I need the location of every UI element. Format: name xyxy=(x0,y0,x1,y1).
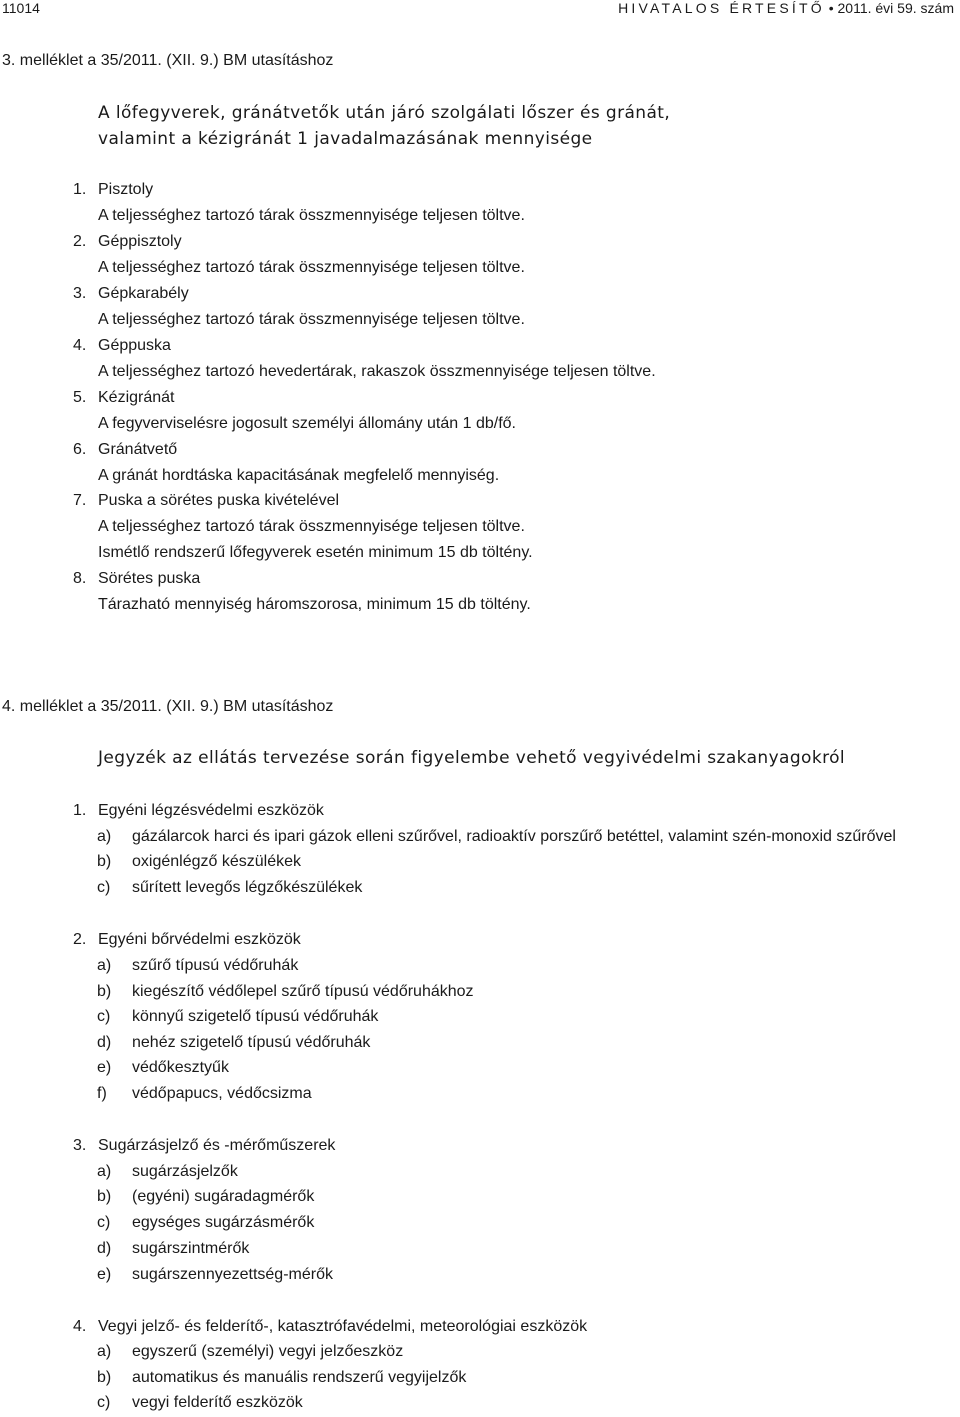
list-item: védőkesztyűk xyxy=(132,1059,229,1076)
item-description: A teljességhez tartozó tárak összmennyisége teljesen töltve. xyxy=(98,207,525,224)
list-letter: a) xyxy=(97,957,112,974)
list-letter: f) xyxy=(97,1085,107,1102)
item-description: A teljességhez tartozó tárak összmennyisége teljesen töltve. xyxy=(98,311,525,328)
item-number: 3. xyxy=(73,285,87,302)
list-letter: b) xyxy=(97,853,112,870)
item-name: Kézigránát xyxy=(98,389,175,406)
item-name: Sörétes puska xyxy=(98,570,201,587)
item-name: Gránátvető xyxy=(98,441,178,458)
item-name: Géppisztoly xyxy=(98,233,182,250)
list-letter: a) xyxy=(97,1163,112,1180)
list-item: sugárszintmérők xyxy=(132,1240,250,1257)
list-letter: c) xyxy=(97,1214,111,1231)
list-letter: a) xyxy=(97,828,112,845)
list-item: kiegészítő védőlepel szűrő típusú védőruhákhoz xyxy=(132,983,474,1000)
list-letter: d) xyxy=(97,1240,112,1257)
list-item: könnyű szigetelő típusú védőruhák xyxy=(132,1008,379,1025)
header-bullet: • xyxy=(828,0,834,16)
list-letter: e) xyxy=(97,1266,112,1283)
item-description: A teljességhez tartozó tárak összmennyisége teljesen töltve. xyxy=(98,259,525,276)
annex4-label: 4. melléklet a 35/2011. (XII. 9.) BM utasításhoz xyxy=(2,698,334,715)
list-letter: c) xyxy=(97,1008,111,1025)
list-letter: a) xyxy=(97,1343,112,1360)
item-number: 5. xyxy=(73,389,87,406)
list-letter: b) xyxy=(97,983,112,1000)
list-item: egységes sugárzásmérők xyxy=(132,1214,315,1231)
list-item: oxigénlégző készülékek xyxy=(132,853,301,870)
list-item: gázálarcok harci és ipari gázok elleni szűrővel, radioaktív porszűrő betéttel, valamint szén-monoxid szűrővel xyxy=(132,828,896,845)
annex3-title-line-2: valamint a kézigránát 1 javadalmazásának mennyisége xyxy=(98,129,593,149)
list-item: (egyéni) sugáradagmérők xyxy=(132,1188,315,1205)
annex3-label: 3. melléklet a 35/2011. (XII. 9.) BM utasításhoz xyxy=(2,52,334,69)
list-letter: c) xyxy=(97,1394,111,1411)
group-number: 2. xyxy=(73,931,87,948)
journal-name: HIVATALOS ÉRTESÍTŐ xyxy=(618,0,825,16)
list-item: sugárszennyezettség-mérők xyxy=(132,1266,333,1283)
item-name: Géppuska xyxy=(98,337,171,354)
group-name: Egyéni légzésvédelmi eszközök xyxy=(98,802,324,819)
item-description: A teljességhez tartozó tárak összmennyisége teljesen töltve. xyxy=(98,518,525,535)
running-header xyxy=(618,0,954,16)
list-letter: b) xyxy=(97,1188,112,1205)
item-number: 8. xyxy=(73,570,87,587)
item-number: 6. xyxy=(73,441,87,458)
annex4-title: Jegyzék az ellátás tervezése során figyelembe vehető vegyivédelmi szakanyagokról xyxy=(98,748,846,768)
item-name: Pisztoly xyxy=(98,181,154,198)
list-item: védőpapucs, védőcsizma xyxy=(132,1085,312,1102)
page-number: 11014 xyxy=(2,0,40,16)
item-description: A teljességhez tartozó hevedertárak, rakaszok összmennyisége teljesen töltve. xyxy=(98,363,656,380)
group-number: 4. xyxy=(73,1318,87,1335)
list-item: automatikus és manuális rendszerű vegyijelzők xyxy=(132,1369,467,1386)
group-name: Vegyi jelző- és felderítő-, katasztrófavédelmi, meteorológiai eszközök xyxy=(98,1318,588,1335)
item-name: Gépkarabély xyxy=(98,285,189,302)
annex3-title-line-1: A lőfegyverek, gránátvetők után járó szolgálati lőszer és gránát, xyxy=(98,103,671,123)
item-description: A fegyverviselésre jogosult személyi állomány után 1 db/fő. xyxy=(98,415,516,432)
item-number: 2. xyxy=(73,233,87,250)
list-letter: b) xyxy=(97,1369,112,1386)
group-name: Egyéni bőrvédelmi eszközök xyxy=(98,931,301,948)
list-item: vegyi felderítő eszközök xyxy=(132,1394,303,1411)
list-item: sugárzásjelzők xyxy=(132,1163,238,1180)
item-name: Puska a sörétes puska kivételével xyxy=(98,492,340,509)
item-number: 1. xyxy=(73,181,87,198)
item-description: Ismétlő rendszerű lőfegyverek esetén minimum 15 db töltény. xyxy=(98,544,533,561)
list-letter: d) xyxy=(97,1034,112,1051)
group-name: Sugárzásjelző és -mérőműszerek xyxy=(98,1137,336,1154)
item-description: Tárazható mennyiség háromszorosa, minimum 15 db töltény. xyxy=(98,596,531,613)
list-item: nehéz szigetelő típusú védőruhák xyxy=(132,1034,371,1051)
list-item: egyszerű (személyi) vegyi jelzőeszköz xyxy=(132,1343,404,1360)
group-number: 1. xyxy=(73,802,87,819)
list-item: szűrő típusú védőruhák xyxy=(132,957,299,974)
issue-number: 2011. évi 59. szám xyxy=(837,0,954,16)
item-number: 4. xyxy=(73,337,87,354)
item-number: 7. xyxy=(73,492,87,509)
item-description: A gránát hordtáska kapacitásának megfelelő mennyiség. xyxy=(98,467,500,484)
list-item: sűrített levegős légzőkészülékek xyxy=(132,879,363,896)
group-number: 3. xyxy=(73,1137,87,1154)
list-letter: c) xyxy=(97,879,111,896)
list-letter: e) xyxy=(97,1059,112,1076)
